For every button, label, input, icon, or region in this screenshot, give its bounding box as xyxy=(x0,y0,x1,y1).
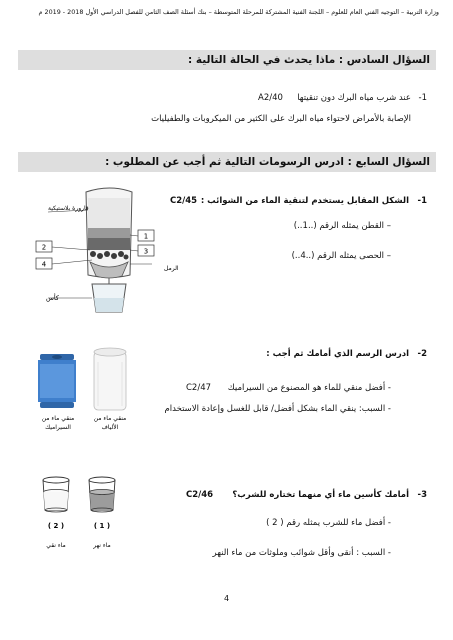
ceramic-filter-image xyxy=(38,354,76,408)
q7-p3-answer-2: - السبب : أنقى وأقل شوائب وملوثات من ماء النهر xyxy=(212,548,391,558)
filter-bottle-figure xyxy=(18,180,179,320)
q7-title: السؤال السابع : ادرس الرسومات التالية ثم أجب عن المطلوب : xyxy=(18,152,436,172)
page-header: وزارة التربية – التوجيه الفني العام للعلوم – اللجنة الفنية المشتركة للمرحلة المتوسطة – بنك أسئلة الصف الثامن للفصل الدراسي الأول 2018 - 2019 م xyxy=(38,8,439,16)
q7-p2-text: ادرس الرسم الذي أمامك ثم أجب : xyxy=(266,349,409,359)
page-number: 4 xyxy=(223,594,230,603)
q7-p3-text: أمامك كأسين ماء أي منهما تختاره للشرب؟ xyxy=(232,490,409,500)
label-number-4: 4 xyxy=(41,260,47,269)
cup-left-number: ( 2 ) xyxy=(47,522,65,530)
q7-p1-answer-2: – الحصى يمثله الرقم (..4..) xyxy=(291,251,391,261)
q7-p2-number: 2- xyxy=(417,349,427,359)
ceramic-label-line-2: السيراميك xyxy=(45,424,71,431)
q7-p1-answer-1-text: القطن يمثله الرقم (..1..) xyxy=(293,221,385,231)
q7-p2-code: C2/47 xyxy=(186,383,212,393)
cup-right-number: ( 1 ) xyxy=(93,522,111,530)
q6-item-text: عند شرب مياه البرك دون تنقيتها xyxy=(297,93,411,103)
label-number-3: 3 xyxy=(143,247,149,256)
two-glasses-figure xyxy=(22,472,132,558)
q7-p1-answer-1: – القطن يمثله الرقم (..1..) xyxy=(293,221,391,231)
label-cup: كأس xyxy=(46,294,60,302)
filter-cartridges-figure xyxy=(22,340,142,440)
q7-p3-number: 3- xyxy=(417,490,427,500)
label-sand: الرمل xyxy=(164,265,179,272)
q7-p2-answer-1-text: أفضل منقي للماء هو المصنوع من السيراميك xyxy=(227,383,386,393)
q6-answer: الإصابة بالأمراض لاحتواء مياه البرك على الكثير من الميكروبات والطفيليات xyxy=(151,114,411,124)
charcoal-layer xyxy=(88,238,130,250)
q7-p3-code: C2/46 xyxy=(186,490,214,500)
label-number-1: 1 xyxy=(143,232,149,241)
cotton-layer xyxy=(88,198,130,228)
fiber-label-line-1: منقي ماء من xyxy=(93,415,127,422)
q7-p2-answer-1: - أفضل منقي للماء هو المصنوع من السيراميك xyxy=(227,383,391,393)
clean-water-glass xyxy=(43,477,69,512)
river-water-glass xyxy=(89,477,115,512)
q7-p1-number: 1- xyxy=(417,196,427,206)
q7-p1-code: C2/45 xyxy=(170,196,198,206)
cup-right-label: ماء نهر xyxy=(93,542,111,549)
ceramic-label-line-1: منقي ماء من xyxy=(41,415,75,422)
q6-item-number: 1- xyxy=(418,93,427,103)
q7-p2-answer-2-text: السبب: ينقي الماء بشكل أفضل/ قابل للغسل وإعادة الاستخدام xyxy=(164,404,386,414)
q6-title: السؤال السادس : ماذا يحدث في الحالة التالية : xyxy=(18,50,436,70)
q6-item-code: A2/40 xyxy=(258,93,283,103)
label-number-2: 2 xyxy=(41,243,47,252)
q7-p3-answer-1: - أفضل ماء للشرب يمثله رقم ( 2 ) xyxy=(266,518,391,528)
sand-layer xyxy=(88,228,130,238)
q7-p1-text: الشكل المقابل يستخدم لتنقية الماء من الشوائب : xyxy=(200,196,409,206)
q7-p3-answer-2-text: السبب : أنقى وأقل شوائب وملوثات من ماء النهر xyxy=(212,548,386,558)
fiber-label-line-2: الألياف xyxy=(101,424,119,431)
q7-p2-answer-2: - السبب: ينقي الماء بشكل أفضل/ قابل للغسل وإعادة الاستخدام xyxy=(164,404,391,414)
label-plastic-bottle: قارورة بلاستيكية xyxy=(48,205,89,212)
q7-p1-answer-2-text: الحصى يمثله الرقم (..4..) xyxy=(291,251,385,261)
fiber-filter-image xyxy=(94,348,126,410)
q7-p3-answer-1-text: أفضل ماء للشرب يمثله رقم ( 2 ) xyxy=(266,518,386,528)
cup-left-label: ماء نقي xyxy=(46,542,66,549)
